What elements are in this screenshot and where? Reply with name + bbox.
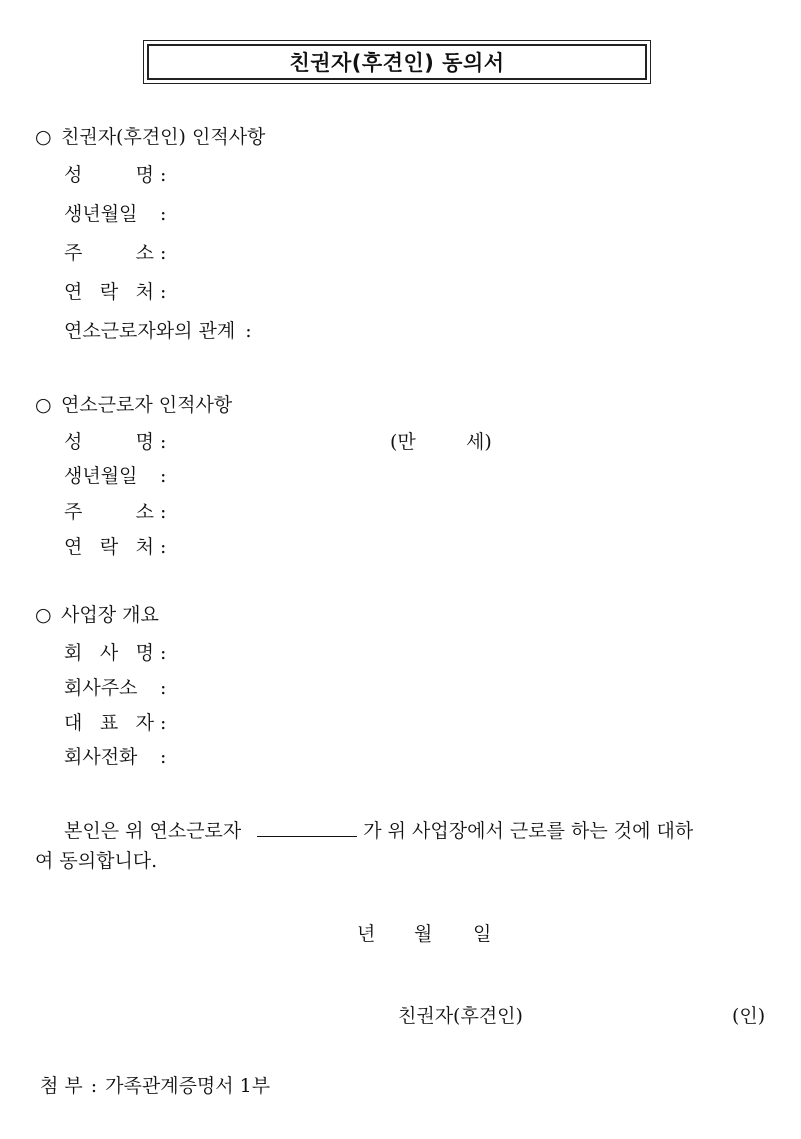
statement-part2: 가 위 사업장에서 근로를 하는 것에 대하 (363, 820, 694, 842)
colon: : (160, 501, 167, 523)
attachment-line (40, 1077, 270, 1096)
date-day: 일 (473, 923, 492, 945)
guardian-contact-label: 연 락 처 (64, 281, 154, 303)
guardian-birth-label: 생년월일 (64, 203, 138, 225)
circle-bullet-icon: ○ (35, 126, 52, 148)
minor-heading-text: 연소근로자 인적사항 (61, 394, 233, 416)
date-month: 월 (414, 923, 433, 945)
company-name-field (64, 644, 166, 663)
document-title: 친권자(후견인) 동의서 (289, 51, 505, 75)
guardian-name-field (64, 166, 166, 185)
minor-age-close: 세) (466, 431, 492, 453)
business-section-heading (35, 606, 159, 625)
minor-birth-label: 생년월일 (64, 465, 138, 487)
colon: : (160, 203, 167, 225)
minor-address-label: 주 소 (64, 501, 154, 523)
date-year: 년 (357, 923, 376, 945)
colon: : (160, 642, 167, 664)
colon: : (90, 1075, 98, 1097)
guardian-address-field (64, 244, 166, 263)
colon: : (160, 536, 167, 558)
colon: : (160, 431, 167, 453)
signature-label: 친권자(후견인) (398, 1005, 523, 1027)
guardian-relation-field (64, 322, 252, 341)
title-box (143, 40, 651, 84)
representative-field (64, 714, 166, 733)
guardian-section-heading (35, 128, 265, 147)
statement-part1: 본인은 위 연소근로자 (64, 820, 242, 842)
minor-address-field (64, 503, 166, 522)
guardian-heading-text: 친권자(후견인) 인적사항 (61, 126, 266, 148)
company-address-label: 회사주소 (64, 677, 138, 699)
title-inner-border (147, 44, 647, 80)
guardian-contact-field (64, 283, 166, 302)
guardian-birth-field (64, 205, 166, 224)
minor-name-blank (257, 818, 357, 837)
business-heading-text: 사업장 개요 (61, 604, 159, 626)
circle-bullet-icon: ○ (35, 604, 52, 626)
representative-label: 대 표 자 (64, 712, 154, 734)
colon: : (160, 164, 167, 186)
consent-statement-line1 (64, 818, 764, 841)
guardian-relation-label: 연소근로자와의 관계 (64, 320, 236, 342)
guardian-name-label: 성 명 (64, 164, 154, 186)
attachment-label: 첨 부 (40, 1075, 83, 1097)
colon: : (160, 242, 167, 264)
circle-bullet-icon: ○ (35, 394, 52, 416)
company-name-label: 회 사 명 (64, 642, 154, 664)
seal-mark: (인) (732, 1005, 766, 1027)
minor-contact-label: 연 락 처 (64, 536, 154, 558)
consent-statement-line2: 여 동의합니다. (35, 850, 158, 872)
minor-name-label: 성 명 (64, 431, 154, 453)
colon: : (160, 281, 167, 303)
minor-contact-field (64, 538, 166, 557)
minor-section-heading (35, 396, 232, 415)
company-phone-label: 회사전화 (64, 746, 138, 768)
guardian-address-label: 주 소 (64, 242, 154, 264)
minor-age-open: (만 (390, 431, 416, 453)
colon: : (160, 746, 167, 768)
colon: : (160, 465, 167, 487)
minor-name-field (64, 433, 166, 452)
company-address-field (64, 679, 166, 698)
colon: : (245, 320, 252, 342)
attachment-text: 가족관계증명서 1부 (105, 1075, 271, 1097)
minor-birth-field (64, 467, 166, 486)
company-phone-field (64, 748, 166, 767)
colon: : (160, 712, 167, 734)
colon: : (160, 677, 167, 699)
